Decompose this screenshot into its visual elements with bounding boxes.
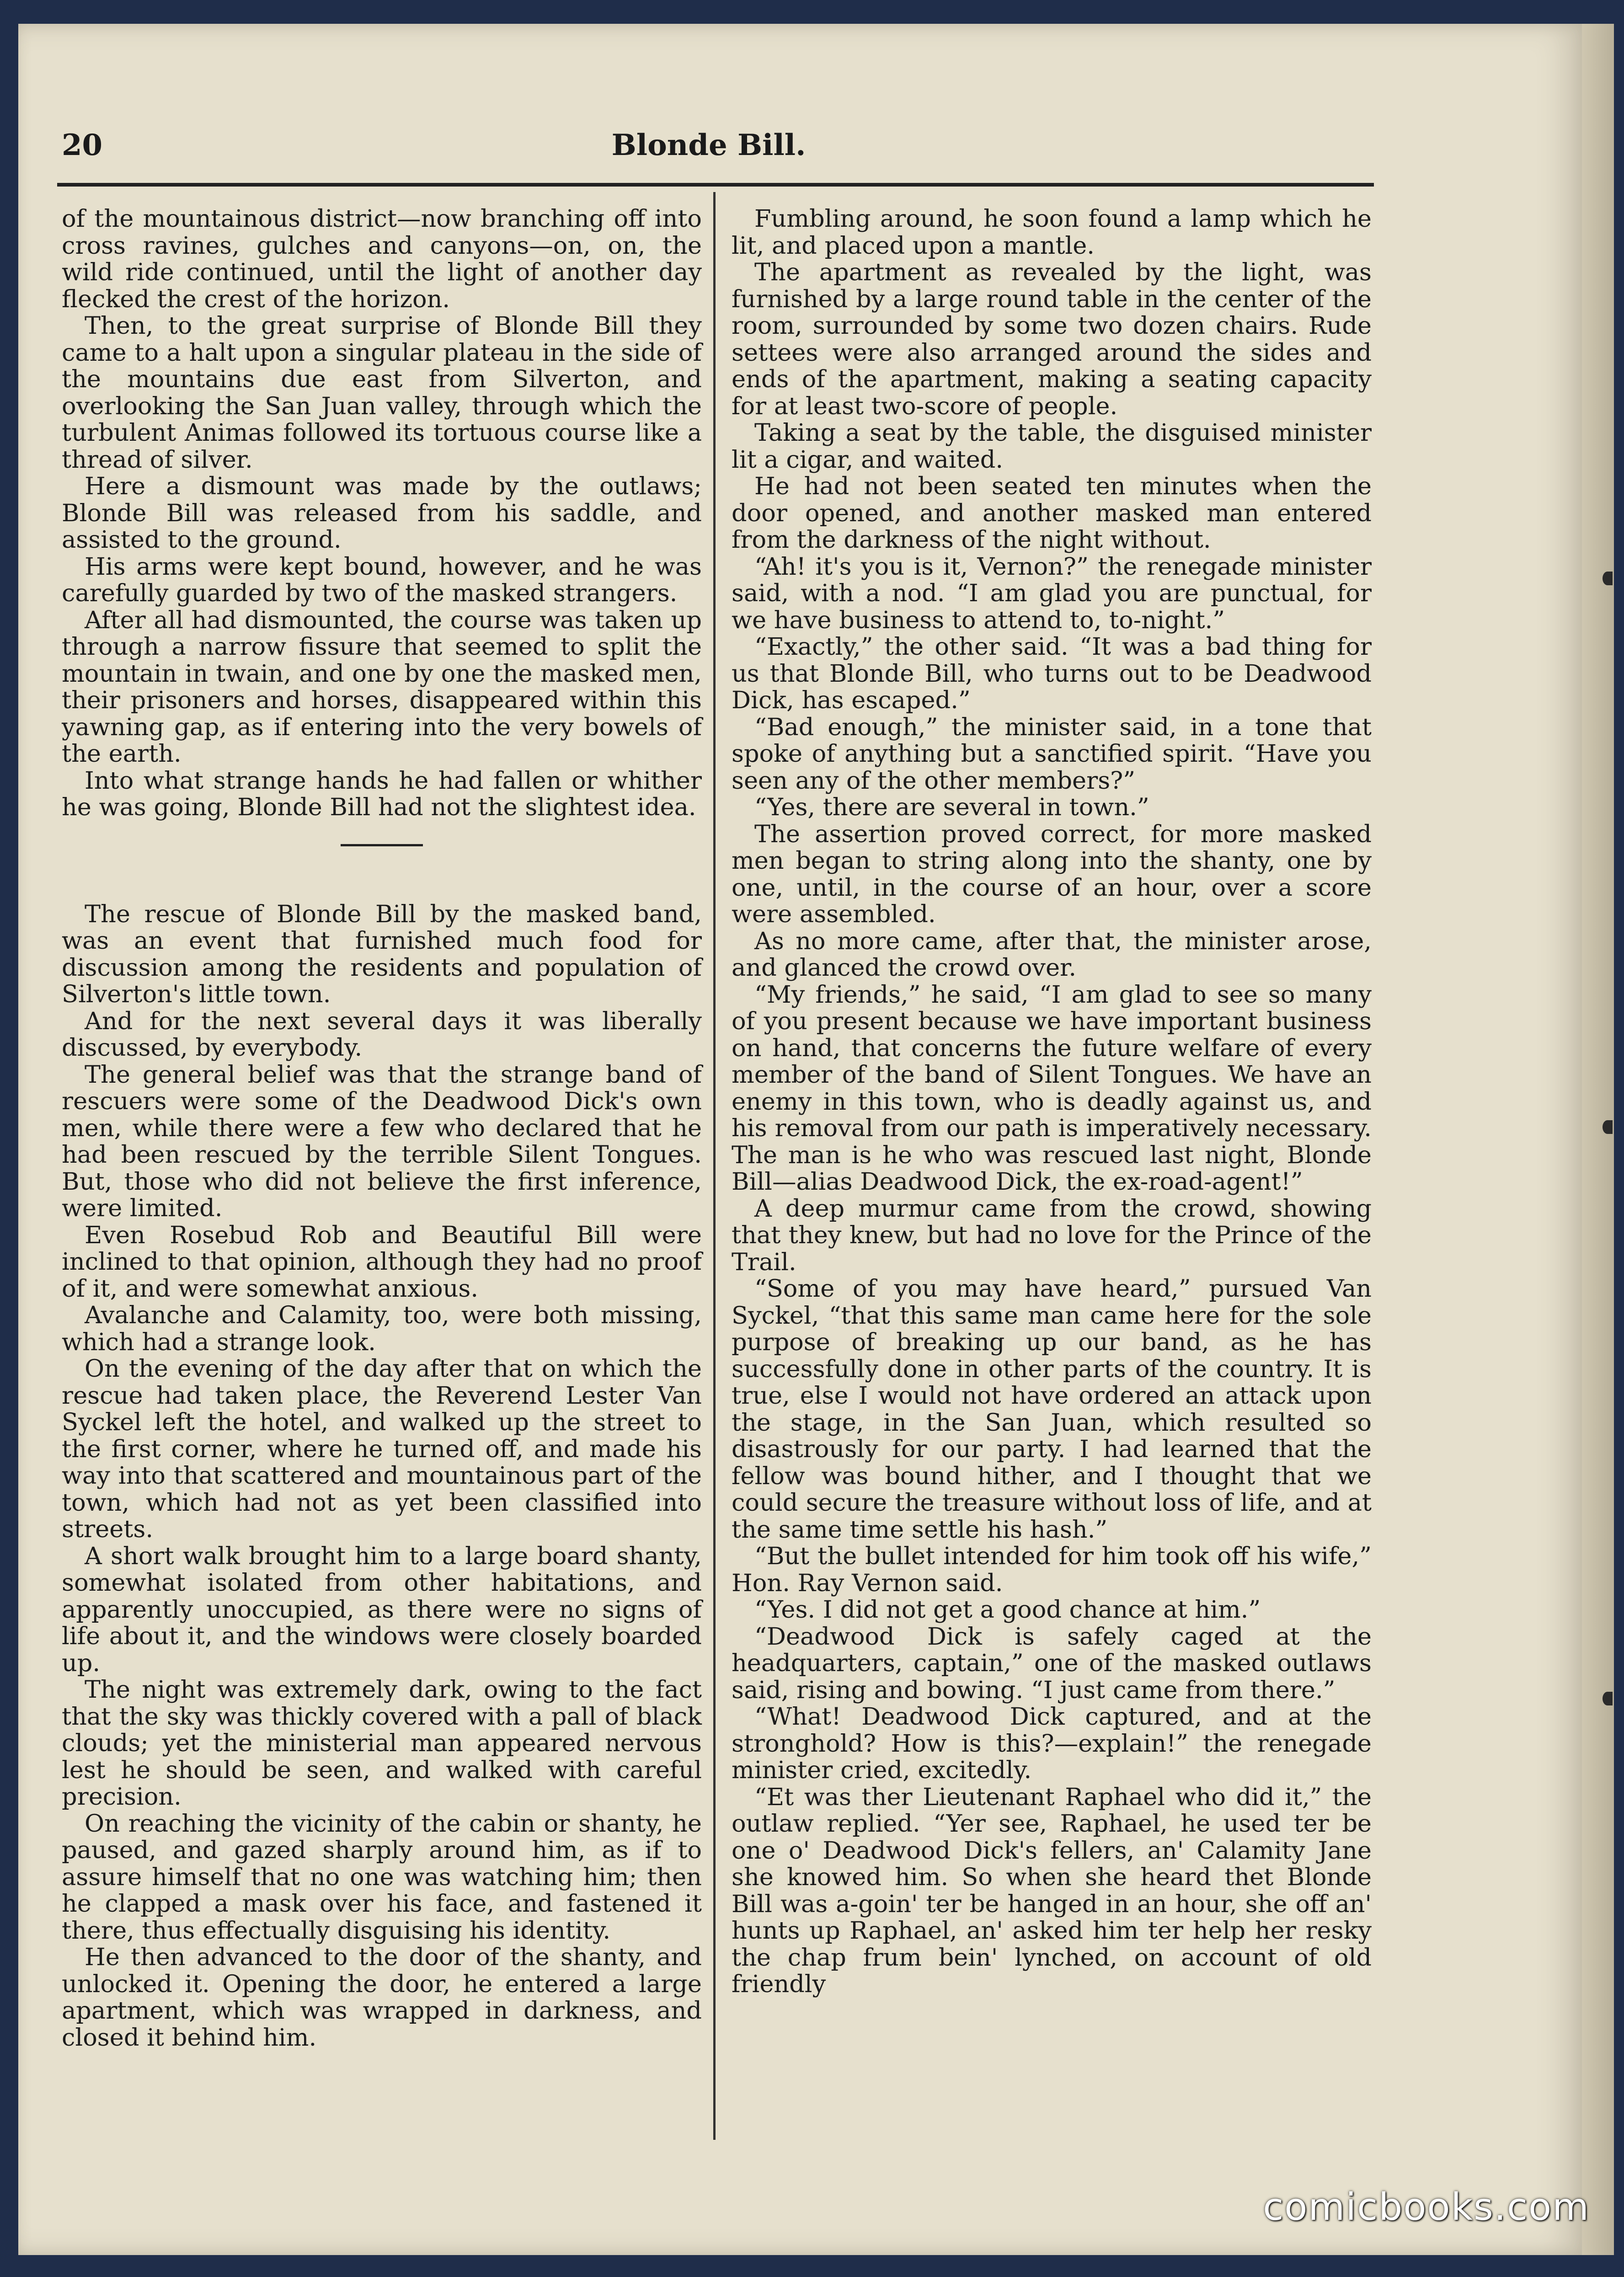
page-number: 20 [62,128,103,162]
paragraph: On the evening of the day after that on which the rescue had taken place, the Reverend Lester Van Syckel left the hotel, and walked up the street to the first corner, where he turned off, and made his way into that scattered and mountainous part of the town, which had not as yet been classified into streets. [62,1355,702,1543]
paragraph: “Yes. I did not get a good chance at him.” [754,1596,1261,1624]
paragraph: Fumbling around, he soon found a lamp which he lit, and placed upon a mantle. [732,205,1372,260]
header-rule [57,183,1374,187]
binding-mark [1603,572,1613,585]
paragraph: “Some of you may have heard,” pursued Van Syckel, “that this same man came here for the sole purpose of breaking up our band, as he has successfully done in other parts of the country. It is true, else I would not have ordered an attack upon the stage, in the San Juan, which resulted so disastrously for our party. I had learned that the fellow was bound hither, and I thought that we could secure the treasure without loss of life, and at the same time settle his hash.” [732,1275,1372,1544]
paragraph: The assertion proved correct, for more masked men began to string along into the shanty, one by one, until, in the course of an hour, over a score were assembled. [732,820,1372,928]
paragraph: Into what strange hands he had fallen or whither he was going, Blonde Bill had not the slightest idea. [62,766,702,821]
paragraph: His arms were kept bound, however, and he was carefully guarded by two of the masked strangers. [62,552,702,607]
paragraph: Even Rosebud Rob and Beautiful Bill were inclined to that opinion, although they had no proof of it, and were somewhat anxious. [62,1221,702,1303]
paragraph: He had not been seated ten minutes when the door opened, and another masked man entered from the darkness of the night without. [732,472,1372,554]
paragraph: Here a dismount was made by the outlaws; Blonde Bill was released from his saddle, and assisted to the ground. [62,472,702,554]
paragraph: Taking a seat by the table, the disguised minister lit a cigar, and waited. [732,419,1372,474]
paragraph: “Ah! it's you is it, Vernon?” the renegade minister said, with a nod. “I am glad you are punctual, for we have business to attend to, to-night.” [732,552,1372,634]
paragraph: The rescue of Blonde Bill by the masked band, was an event that furnished much food for discussion among the residents and population of Silverton's little town. [62,900,702,1008]
running-title: Blonde Bill. [611,128,806,162]
paragraph: “Deadwood Dick is safely caged at the headquarters, captain,” one of the masked outlaws said, rising and bowing. “I just came from there.” [732,1622,1372,1704]
paragraph: A deep murmur came from the crowd, showing that they knew, but had no love for the Prince of the Trail. [732,1194,1372,1276]
page-header [43,128,1374,178]
column-divider [713,192,716,2140]
paragraph: The apartment as revealed by the light, was furnished by a large round table in the center of the room, surrounded by some two dozen chairs. Rude settees were also arranged around the sides and ends of the apartment, making a seating capacity for at least two-score of people. [732,258,1372,420]
left-column [62,206,702,2051]
paragraph: “My friends,” he said, “I am glad to see so many of you present because we have important business on hand, that concerns the future welfare of every member of the band of Silent Tongues. We have an enemy in this town, who is deadly against us, and his removal from our path is imperatively necessary. The man is he who was rescued last night, Blonde Bill—alias Deadwood Dick, the ex-road-agent!” [732,980,1372,1196]
page-edge [1582,24,1614,2255]
watermark: comicbooks.com [1263,2186,1590,2229]
paragraph: “But the bullet intended for him took off his wife,” Hon. Ray Vernon said. [732,1542,1372,1597]
paragraph: “What! Deadwood Dick captured, and at the stronghold? How is this?—explain!” the renegade minister cried, excitedly. [732,1703,1372,1784]
section-break-rule [341,844,423,846]
paragraph: Avalanche and Calamity, too, were both missing, which had a strange look. [62,1301,702,1356]
right-column [732,206,1372,1998]
paragraph: He then advanced to the door of the shanty, and unlocked it. Opening the door, he entered a large apartment, which was wrapped in darkness, and closed it behind him. [62,1943,702,2052]
paragraph: A short walk brought him to a large board shanty, somewhat isolated from other habitations, and apparently unoccupied, as there were no signs of life about it, and the windows were closely boarded up. [62,1542,702,1677]
binding-mark [1603,1692,1613,1705]
paragraph: As no more came, after that, the minister arose, and glanced the crowd over. [732,927,1372,982]
paragraph: The general belief was that the strange band of rescuers were some of the Deadwood Dick's own men, while there were a few who declared that he had been rescued by the terrible Silent Tongues. But, those who did not believe the first inference, were limited. [62,1060,702,1222]
paragraph: “Bad enough,” the minister said, in a tone that spoke of anything but a sanctified spirit. “Have you seen any of the other members?” [732,713,1372,795]
paragraph: The night was extremely dark, owing to the fact that the sky was thickly covered with a pall of black clouds; yet the ministerial man appeared nervous lest he should be seen, and walked with careful precision. [62,1676,702,1811]
paragraph: And for the next several days it was liberally discussed, by everybody. [62,1007,702,1062]
paragraph: “Et was ther Lieutenant Raphael who did it,” the outlaw replied. “Yer see, Raphael, he used ter be one o' Deadwood Dick's fellers, an' Calamity Jane she knowed him. So when she heard thet Blonde Bill was a-goin' ter be hanged in an hour, she off an' hunts up Raphael, an' asked him ter help her resky the chap frum bein' lynched, on account of old friendly [732,1783,1372,1998]
binding-mark [1603,1120,1613,1134]
paragraph: of the mountainous district—now branching off into cross ravines, gulches and canyons—on, on, the wild ride continued, until the light of another day flecked the crest of the horizon. [62,205,702,313]
paragraph: On reaching the vicinity of the cabin or shanty, he paused, and gazed sharply around him, as if to assure himself that no one was watching him; then he clapped a mask over his face, and fastened it there, thus effectually disguising his identity. [62,1809,702,1945]
paragraph: After all had dismounted, the course was taken up through a narrow fissure that seemed to split the mountain in twain, and one by one the masked men, their prisoners and horses, disappeared within this yawning gap, as if entering into the very bowels of the earth. [62,606,702,768]
paragraph: “Exactly,” the other said. “It was a bad thing for us that Blonde Bill, who turns out to be Deadwood Dick, has escaped.” [732,633,1372,714]
paragraph: Then, to the great surprise of Blonde Bill they came to a halt upon a singular plateau in the side of the mountains due east from Silverton, and overlooking the San Juan valley, through which the turbulent Animas followed its tortuous course like a thread of silver. [62,312,702,474]
paragraph: “Yes, there are several in town.” [754,793,1149,821]
